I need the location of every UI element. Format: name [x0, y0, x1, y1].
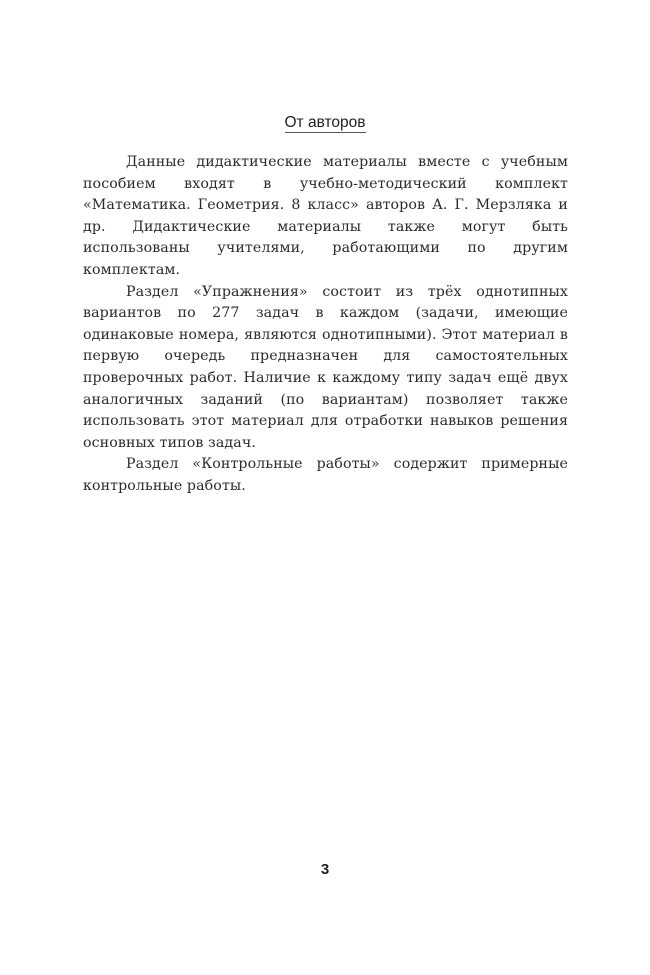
paragraph-tests: Раздел «Контрольные работы» содержит примерные контрольные работы.	[83, 456, 568, 494]
page-title-text: От авторов	[284, 114, 366, 131]
paragraph-intro: Данные дидактические материалы вместе с учебным пособием входят в учебно-методический комплект «Математика. Геометрия. 8 класс» авторов А. Г. Мерзляка и др. Дидактические материалы также могут быть использованы учителями, работающими по другим комплектам.	[83, 154, 568, 278]
page-number: 3	[320, 861, 330, 878]
paragraph-exercises: Раздел «Упражнения» состоит из трёх однотипных вариантов по 277 задач в каждом (задачи, имеющие одинаковые номера, являются однотипными). Этот материал в первую очередь предназначен для самостоятельных проверочных работ. Наличие к каждому типу задач ещё двух аналогичных заданий (по вариантам) позволяет также использовать этот материал для отработки навыков решения основных типов задач.	[83, 283, 568, 451]
body-text	[83, 152, 568, 498]
page-title	[0, 114, 650, 132]
